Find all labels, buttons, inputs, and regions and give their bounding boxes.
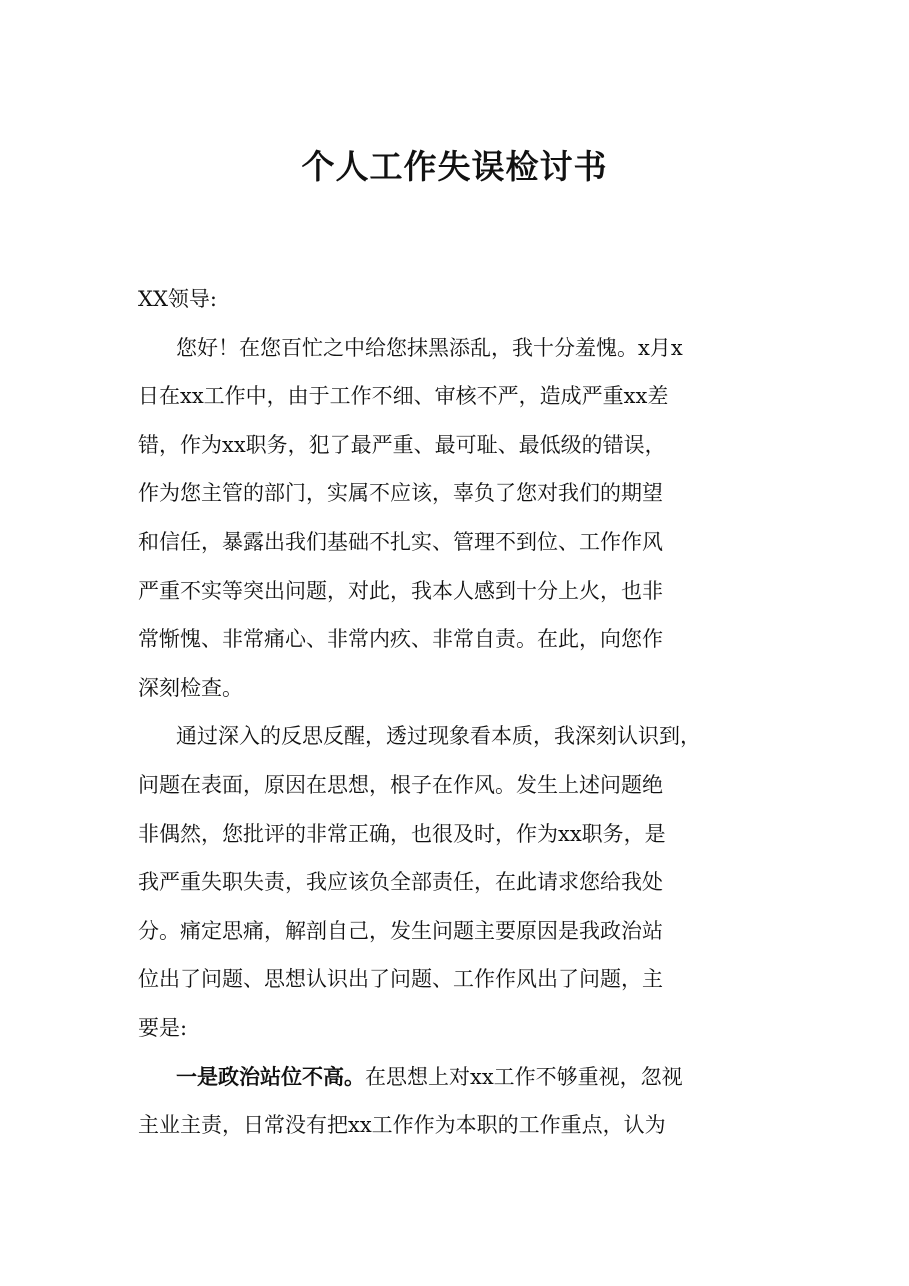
document-title: 个人工作失误检讨书 <box>301 147 608 186</box>
paragraph-1-line-6: 严重不实等突出问题，对此，我本人感到十分上火，也非 <box>138 578 663 603</box>
paragraph-3-line-1-text: 在思想上对xx工作不够重视，忽视 <box>365 1064 683 1089</box>
paragraph-3-line-2: 主业主责，日常没有把xx工作作为本职的工作重点，认为 <box>138 1113 666 1138</box>
paragraph-3-line-1 <box>138 1053 788 1102</box>
paragraph-2-line-5: 分。痛定思痛，解剖自己，发生问题主要原因是我政治站 <box>138 918 663 943</box>
paragraph-2-line-3: 非偶然，您批评的非常正确，也很及时，作为xx职务，是 <box>138 821 666 846</box>
paragraph-2-line-6: 位出了问题、思想认识出了问题、工作作风出了问题，主 <box>138 967 663 992</box>
paragraph-1-line-7: 常惭愧、非常痛心、非常内疚、非常自责。在此，向您作 <box>138 627 663 652</box>
paragraph-1-line-3: 错，作为xx职务，犯了最严重、最可耻、最低级的错误， <box>138 432 666 457</box>
paragraph-1-line-2: 日在xx工作中，由于工作不细、审核不严，造成严重xx差 <box>138 384 669 409</box>
paragraph-1-line-8: 深刻检查。 <box>138 675 243 700</box>
paragraph-2-line-1: 通过深入的反思反醒，透过现象看本质，我深刻认识到， <box>176 724 701 749</box>
paragraph-2-line-7: 要是: <box>138 1015 188 1040</box>
paragraph-3-bold-lead: 一是政治站位不高。 <box>176 1063 365 1089</box>
paragraph-2-line-2: 问题在表面，原因在思想，根子在作风。发生上述问题绝 <box>138 772 663 797</box>
paragraph-1-line-1: 您好！在您百忙之中给您抹黑添乱，我十分羞愧。x月x <box>176 335 683 360</box>
paragraph-1-line-5: 和信任，暴露出我们基础不扎实、管理不到位、工作作风 <box>138 529 663 554</box>
paragraph-2-line-4: 我严重失职失责，我应该负全部责任，在此请求您给我处 <box>138 870 663 895</box>
salutation: XX领导: <box>138 287 217 311</box>
document-body <box>138 275 788 1150</box>
paragraph-1-line-4: 作为您主管的部门，实属不应该，辜负了您对我们的期望 <box>138 481 663 506</box>
